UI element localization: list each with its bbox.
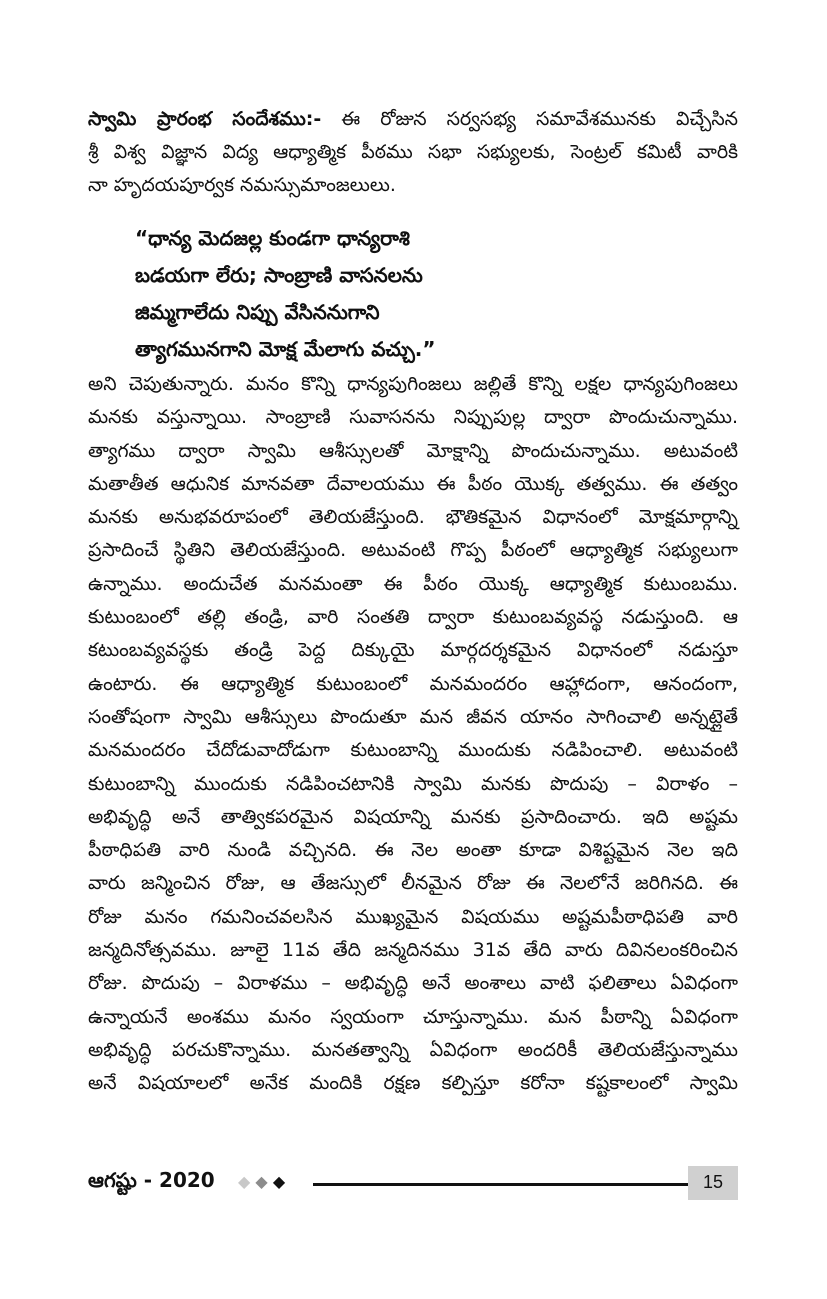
- body-line: రోజు మనం గమనించవలసిన ముఖ్యమైన విషయము అష్టమపీఠాధిపతి వారి: [88, 905, 738, 928]
- body-line: పీఠాధిపతి వారి నుండి వచ్చినది. ఈ నెల అంతా కూడా విశిష్టమైన నెల ఇది: [88, 839, 738, 862]
- body-line: ప్రసాదించే స్థితిని తెలియజేస్తుంది. అటువంటి గొప్ప పీఠంలో ఆధ్యాత్మిక సభ్యులుగా: [88, 539, 738, 562]
- diamond-icon: ◆: [238, 1172, 251, 1191]
- intro-line-3: నా హృదయపూర్వక నమస్సుమాంజలులు.: [88, 174, 396, 196]
- body-line: అనే విషయాలలో అనేక మందికి రక్షణ కల్పిస్తూ కరోనా కష్టకాలంలో స్వామి: [88, 1072, 738, 1095]
- intro-line-1-text: ఈ రోజున సర్వసభ్య సమావేశమునకు విచ్చేసిన: [321, 108, 739, 130]
- intro-line-2: శ్రీ విశ్వ విజ్ఞాన విద్య ఆధ్యాత్మిక పీఠము సభా సభ్యులకు, సెంట్రల్ కమిటీ వారికి: [88, 141, 738, 163]
- body-line: సంతోషంగా స్వామి ఆశీస్సులు పొందుతూ మన జీవన యానం సాగించాలి అన్నట్లైతే: [88, 705, 738, 728]
- body-line: అని చెపుతున్నారు. మనం కొన్ని ధాన్యపుగింజలు జల్లితే కొన్ని లక్షల ధాన్యపుగింజలు: [88, 373, 738, 395]
- body-line: అభివృద్ధి అనే తాత్వికపరమైన విషయాన్ని మనకు ప్రసాదించారు. ఇది అష్టమ: [88, 805, 738, 828]
- footer-diamonds: [238, 1172, 285, 1191]
- body-line: అభివృద్ధి పరచుకొన్నాము. మనతత్వాన్ని ఏవిధంగా అందరికీ తెలియజేస్తున్నాము: [88, 1038, 738, 1061]
- poem-line: త్యాగమునగాని మోక్ష మేలాగు వచ్చు.”: [135, 337, 436, 361]
- page-number-box: [688, 1166, 738, 1200]
- body-line: రోజు. పొదుపు – విరాళము – అభివృద్ధి అనే అంశాలు వాటి ఫలితాలు ఏవిధంగా: [88, 972, 738, 995]
- poem-line: బడయగా లేరు; సాంబ్రాణి వాసనలను: [135, 263, 423, 287]
- footer-rule: [313, 1183, 688, 1186]
- body-line: ఉన్నాయనే అంశము మనం స్వయంగా చూస్తున్నాము. మన పీఠాన్ని ఏవిధంగా: [88, 1005, 738, 1028]
- body-line: కుటుంబంలో తల్లి తండ్రి, వారి సంతతి ద్వారా కుటుంబవ్యవస్థ నడుస్తుంది. ఆ: [88, 606, 738, 629]
- body-line: మనమందరం చేదోడువాదోడుగా కుటుంబాన్ని ముందుకు నడిపించాలి. అటువంటి: [88, 739, 738, 762]
- body-paragraph: [88, 368, 738, 1101]
- diamond-icon: ◆: [272, 1172, 286, 1191]
- poem-quote: [135, 220, 535, 368]
- body-line: కుటుంబాన్ని ముందుకు నడిపించటానికి స్వామి మనకు పొదుపు – విరాళం –: [88, 772, 738, 795]
- page-footer: [88, 1166, 738, 1200]
- body-line: మతాతీత ఆధునిక మానవతా దేవాలయము ఈ పీఠం యొక్క తత్వము. ఈ తత్వం: [88, 472, 738, 495]
- body-line: కటుంబవ్యవస్థకు తండ్రి పెద్ద దిక్కుయై మార్గదర్శకమైన విధానంలో నడుస్తూ: [88, 639, 738, 662]
- body-line: వారు జన్మించిన రోజు, ఆ తేజస్సులో లీనమైన రోజు ఈ నెలలోనే జరిగినది. ఈ: [88, 872, 738, 895]
- poem-line: “ధాన్య మెదజల్ల కుండగా ధాన్యరాశి: [135, 226, 410, 250]
- intro-line-1: [88, 103, 738, 136]
- body-line: ఉంటారు. ఈ ఆధ్యాత్మిక కుటుంబంలో మనమందరం ఆహ్లాదంగా, ఆనందంగా,: [88, 672, 738, 695]
- body-line: మనకు వస్తున్నాయి. సాంబ్రాణి సువాసనను నిప్పుపుల్ల ద్వారా పొందుచున్నాము.: [88, 406, 738, 429]
- footer-issue-title: ఆగష్టు - 2020: [88, 1168, 215, 1192]
- body-line: జన్మదినోత్సవము. జూలై 11వ తేది జన్మదినము 31వ తేది వారు దివినలంకరించిన: [88, 939, 738, 962]
- diamond-icon: ◆: [255, 1172, 268, 1191]
- body-line: త్యాగము ద్వారా స్వామి ఆశీస్సులతో మోక్షాన్ని పొందుచున్నాము. అటువంటి: [88, 439, 738, 462]
- poem-line: జిమ్మగాలేదు నిప్పు వేసిననుగాని: [135, 300, 380, 324]
- page-number: 15: [702, 1172, 724, 1192]
- body-line: ఉన్నాము. అందుచేత మనమంతా ఈ పీఠం యొక్క ఆధ్యాత్మిక కుటుంబము.: [88, 572, 738, 595]
- body-line: మనకు అనుభవరూపంలో తెలియజేస్తుంది. భౌతికమైన విధానంలో మోక్షమార్గాన్ని: [88, 506, 738, 529]
- intro-paragraph: [88, 103, 738, 202]
- section-heading: స్వామి ప్రారంభ సందేశము:-: [88, 108, 322, 130]
